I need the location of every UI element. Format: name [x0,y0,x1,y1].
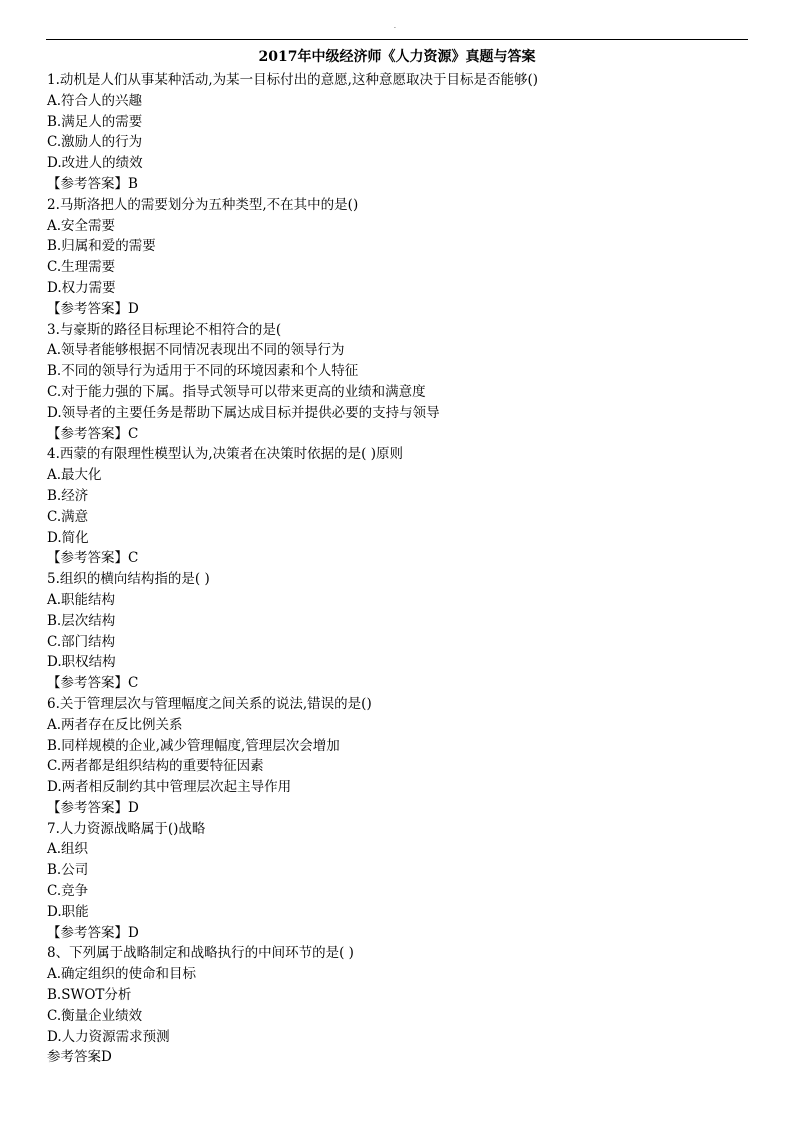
option-c: C.对于能力强的下属。指导式领导可以带来更高的业绩和满意度 [47,383,426,400]
option-d: D.职权结构 [47,654,116,671]
option-c: C.衡量企业绩效 [47,1007,143,1024]
question-stem: 5.组织的横向结构指的是( ) [47,571,210,588]
answer-line: 【参考答案】D [47,300,139,317]
option-b: B.满足人的需要 [47,113,143,130]
question-stem: 3.与豪斯的路径目标理论不相符合的是( [47,321,282,338]
answer-line: 【参考答案】C [47,675,139,692]
answer-line: 【参考答案】C [47,425,139,442]
option-c: C.两者都是组织结构的重要特征因素 [47,758,264,775]
page-title: 2017年中级经济师《人力资源》真题与答案 [258,49,536,65]
option-d: D.简化 [47,529,89,546]
option-a: A.最大化 [47,467,102,484]
header-rule [46,39,748,40]
question-stem: 4.西蒙的有限理性模型认为,决策者在决策时依据的是( )原则 [47,446,403,463]
option-c: C.部门结构 [47,633,116,650]
answer-line: 【参考答案】B [47,175,138,192]
option-b: B.SWOT分析 [47,987,132,1004]
option-d: D.改进人的绩效 [47,155,143,172]
header-dot: . [394,23,396,30]
option-b: B.不同的领导行为适用于不同的环境因素和个人特征 [47,363,359,380]
option-a: A.确定组织的使命和目标 [47,966,197,983]
option-a: A.领导者能够根据不同情况表现出不同的领导行为 [47,342,345,359]
option-b: B.归属和爱的需要 [47,238,156,255]
answer-line: 【参考答案】D [47,799,139,816]
option-b: B.经济 [47,487,89,504]
option-b: B.公司 [47,862,89,879]
option-a: A.组织 [47,841,89,858]
question-list [47,70,757,1068]
option-a: A.职能结构 [47,591,116,608]
option-d: D.职能 [47,903,89,920]
option-d: D.领导者的主要任务是帮助下属达成目标并提供必要的支持与领导 [47,404,440,421]
answer-line: 【参考答案】C [47,550,139,567]
question-stem: 6.关于管理层次与管理幅度之间关系的说法,错误的是() [47,695,372,712]
option-d: D.权力需要 [47,279,116,296]
option-a: A.符合人的兴趣 [47,92,143,109]
option-a: A.安全需要 [47,217,116,234]
option-b: B.同样规模的企业,减少管理幅度,管理层次会增加 [47,737,340,754]
question-stem: 2.马斯洛把人的需要划分为五种类型,不在其中的是() [47,196,359,213]
option-b: B.层次结构 [47,612,116,629]
option-d: D.人力资源需求预测 [47,1028,170,1045]
option-c: C.满意 [47,508,89,525]
option-c: C.激励人的行为 [47,134,143,151]
option-c: C.竞争 [47,883,89,900]
option-d: D.两者相反制约其中管理层次起主导作用 [47,779,292,796]
answer-line: 参考答案D [47,1049,112,1066]
question-stem: 8、下列属于战略制定和战略执行的中间环节的是( ) [47,945,354,962]
option-c: C.生理需要 [47,259,116,276]
answer-line: 【参考答案】D [47,924,139,941]
question-stem: 1.动机是人们从事某种活动,为某一目标付出的意愿,这种意愿取决于目标是否能够() [47,72,538,88]
option-a: A.两者存在反比例关系 [47,716,183,733]
question-stem: 7.人力资源战略属于()战略 [47,820,206,837]
